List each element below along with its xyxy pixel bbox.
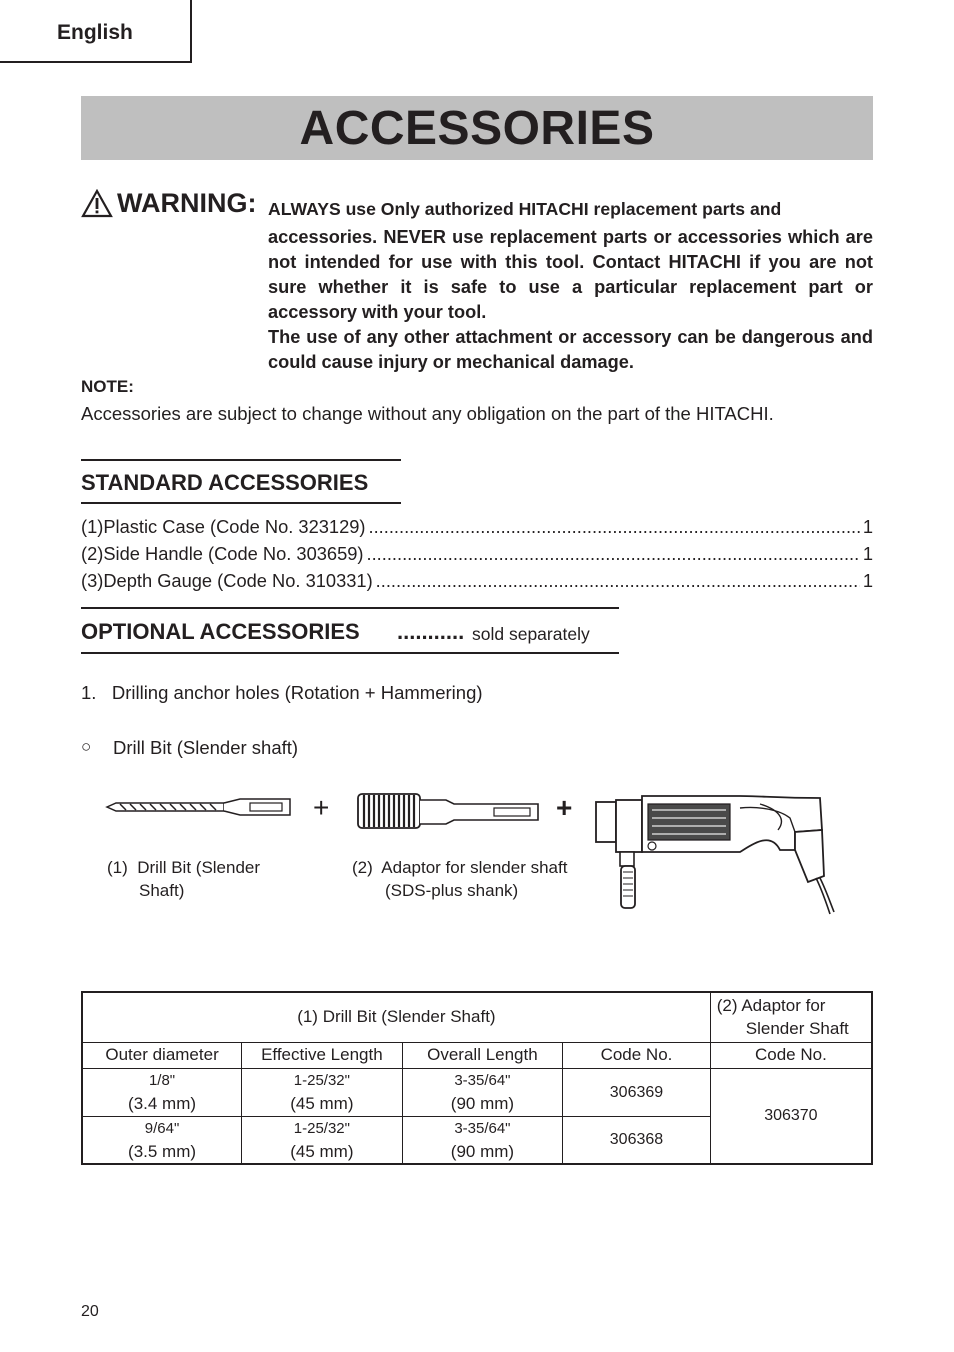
warning-paragraph2: The use of any other attachment or accessory can be dangerous and could cause injury or mechanical damage.	[268, 327, 873, 372]
adaptor-illustration	[354, 792, 544, 832]
cell-line: (90 mm)	[450, 1094, 515, 1113]
cell-line: (45 mm)	[290, 1094, 354, 1113]
cell-line: (45 mm)	[290, 1141, 354, 1161]
column-header: Overall Length	[402, 1042, 563, 1068]
cell-line: 3-35/64"	[454, 1072, 511, 1089]
table-row	[82, 1068, 872, 1116]
cell-line: (3.4 mm)	[128, 1094, 197, 1113]
warning-body	[268, 197, 873, 375]
cell-line: 9/64"	[144, 1119, 180, 1137]
warning-paragraph1: accessories. NEVER use replacement parts or accessories which are not intended for use with this tool. Contact HITACHI if you are not sure whether it is safe to use a particular replacement part or accessory with your tool.	[268, 227, 873, 322]
caption-drill-bit-line2: Shaft)	[139, 881, 185, 900]
caption-adaptor-line1: (2) Adaptor for slender shaft	[352, 858, 568, 877]
overall-length-cell	[402, 1116, 563, 1164]
sold-separately-label: sold separately	[472, 624, 590, 644]
outer-diameter-cell	[82, 1116, 242, 1164]
cell-line: 1-25/32"	[293, 1119, 350, 1137]
standard-accessories-heading-box	[81, 459, 401, 504]
optional-item-1: 1. Drilling anchor holes (Rotation + Hammering)	[81, 682, 483, 703]
standard-accessories-heading: STANDARD ACCESSORIES	[81, 470, 369, 495]
leader-dots	[369, 516, 860, 538]
table-column-header-row	[82, 1042, 872, 1068]
leader-dots	[367, 543, 860, 565]
column-header: Effective Length	[242, 1042, 403, 1068]
bullet-icon: ○	[81, 737, 92, 756]
warning-label: WARNING:	[117, 188, 257, 218]
bullet-text: Drill Bit (Slender shaft)	[113, 737, 299, 758]
optional-accessories-heading: OPTIONAL ACCESSORIES	[81, 619, 360, 644]
cell-line: 3-35/64"	[454, 1119, 511, 1137]
drill-bit-illustration	[104, 796, 294, 820]
column-header: Code No.	[563, 1042, 711, 1068]
column-header: Outer diameter	[82, 1042, 242, 1068]
optional-accessories-heading-box	[81, 607, 619, 654]
adaptor-code-cell: 306370	[710, 1068, 872, 1164]
note-text: Accessories are subject to change without any obligation on the part of the HITACHI.	[81, 403, 774, 424]
standard-item-label: (2)Side Handle (Code No. 303659)	[81, 543, 364, 564]
warning-triangle-icon	[81, 189, 113, 218]
table-header-adaptor	[710, 992, 872, 1042]
caption-adaptor-line2: (SDS-plus shank)	[385, 881, 519, 900]
effective-length-cell	[242, 1116, 403, 1164]
standard-item-qty: 1	[862, 543, 873, 564]
table-header-drill-bit: (1) Drill Bit (Slender Shaft)	[82, 992, 710, 1042]
overall-length-cell	[402, 1068, 563, 1116]
table-header-row	[82, 992, 872, 1042]
standard-item-label: (1)Plastic Case (Code No. 323129)	[81, 516, 366, 537]
rotary-hammer-illustration	[590, 790, 835, 918]
warning-heading	[81, 188, 256, 219]
plus-icon: +	[556, 792, 573, 823]
language-tab	[0, 0, 192, 63]
table-header-adaptor-line2: Slender Shaft	[745, 1019, 849, 1039]
page-number: 20	[81, 1303, 99, 1320]
standard-item-qty: 1	[862, 516, 873, 537]
note-label: NOTE:	[81, 377, 134, 396]
cell-line: (90 mm)	[450, 1141, 515, 1161]
outer-diameter-cell	[82, 1068, 242, 1116]
list-item	[81, 543, 873, 565]
leader-dots	[376, 570, 860, 592]
column-header: Code No.	[710, 1042, 872, 1068]
code-cell: 306369	[563, 1068, 711, 1116]
cell-line: (3.5 mm)	[128, 1141, 197, 1161]
warning-line1: ALWAYS use Only authorized HITACHI replacement parts and	[268, 199, 782, 219]
language-label: English	[57, 21, 133, 44]
heading-dots: ...........	[397, 619, 465, 644]
plus-icon: +	[313, 792, 330, 823]
cell-line: 1-25/32"	[293, 1072, 350, 1089]
code-cell: 306368	[563, 1116, 711, 1164]
table-header-adaptor-line1: (2) Adaptor for	[716, 996, 826, 1016]
drill-bit-spec-table	[81, 991, 873, 1165]
list-item	[81, 516, 873, 538]
page-title: ACCESSORIES	[299, 102, 655, 155]
standard-item-label: (3)Depth Gauge (Code No. 310331)	[81, 570, 373, 591]
cell-line: 1/8"	[148, 1072, 176, 1089]
caption-drill-bit-line1: (1) Drill Bit (Slender	[107, 858, 261, 877]
title-bar	[81, 96, 873, 160]
standard-item-qty: 1	[862, 570, 873, 591]
effective-length-cell	[242, 1068, 403, 1116]
list-item	[81, 570, 873, 592]
